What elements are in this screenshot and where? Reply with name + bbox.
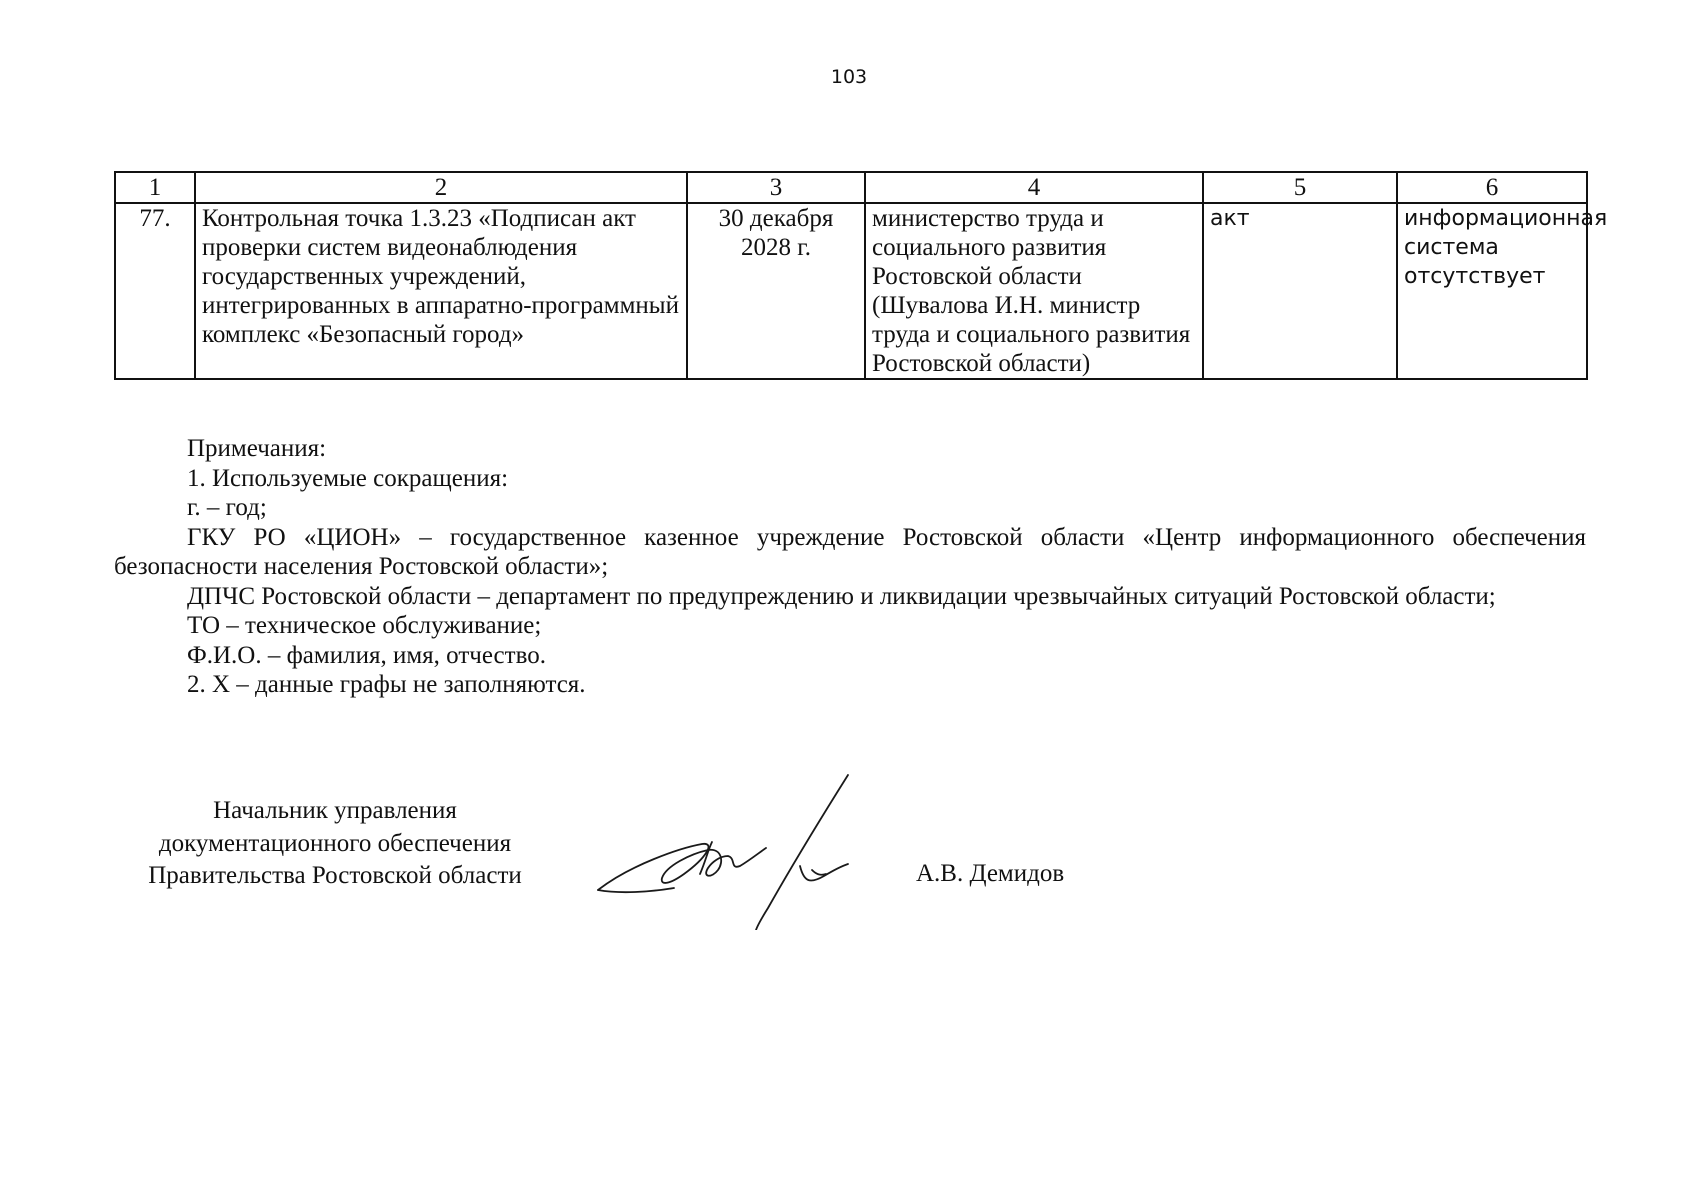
signer-name: А.В. Демидов (916, 860, 1065, 887)
column-header-4: 4 (865, 172, 1203, 203)
table-row (115, 203, 1587, 379)
notes-item-2: 2. Х – данные графы не заполняются. (187, 671, 586, 698)
abbreviation-year: г. – год; (187, 494, 267, 521)
position-line-3: Правительства Ростовской области (148, 862, 522, 889)
abbreviation-to: ТО – техническое обслуживание; (187, 612, 542, 639)
row-number: 77. (115, 203, 195, 379)
control-points-table (114, 171, 1608, 380)
notes-title: Примечания: (187, 435, 327, 462)
row-responsible: министерство труда и социального развития Ростовской области (Шувалова И.Н. министр труда и социального развития Ростовской области) (865, 203, 1203, 379)
notes-item-1: 1. Используемые сокращения: (187, 464, 509, 492)
abbreviation-dpchs: ДПЧС Ростовской области – департамент по предупреждению и ликвидации чрезвычайных ситуаций Ростовской области; (187, 582, 1496, 610)
row-description: Контрольная точка 1.3.23 «Подписан акт проверки систем видеонаблюдения государственных учреждений, интегрированных в аппаратно-программный комплекс «Безопасный город» (195, 203, 687, 379)
signatory-position (110, 795, 560, 893)
position-line-2: документационного обеспечения (158, 829, 512, 857)
row-info-system: информационная система отсутствует (1397, 203, 1587, 379)
position-line-1: Начальник управления (213, 797, 457, 824)
page-number: 103 (830, 66, 868, 88)
row-date: 30 декабря 2028 г. (687, 203, 865, 379)
notes-section (114, 434, 1586, 700)
abbreviation-fio: Ф.И.О. – фамилия, имя, отчество. (187, 641, 546, 669)
column-header-2: 2 (195, 172, 687, 203)
row-document: акт (1203, 203, 1397, 379)
handwritten-signature (590, 770, 890, 930)
column-header-1: 1 (115, 172, 195, 203)
column-header-3: 3 (687, 172, 865, 203)
table-header-row (115, 172, 1587, 203)
abbreviation-gku: ГКУ РО «ЦИОН» – государственное казенное учреждение Ростовской области «Центр информационного обеспечения безопасности населения Ростовской области»; (114, 523, 1586, 580)
column-header-5: 5 (1203, 172, 1397, 203)
column-header-6: 6 (1397, 172, 1587, 203)
